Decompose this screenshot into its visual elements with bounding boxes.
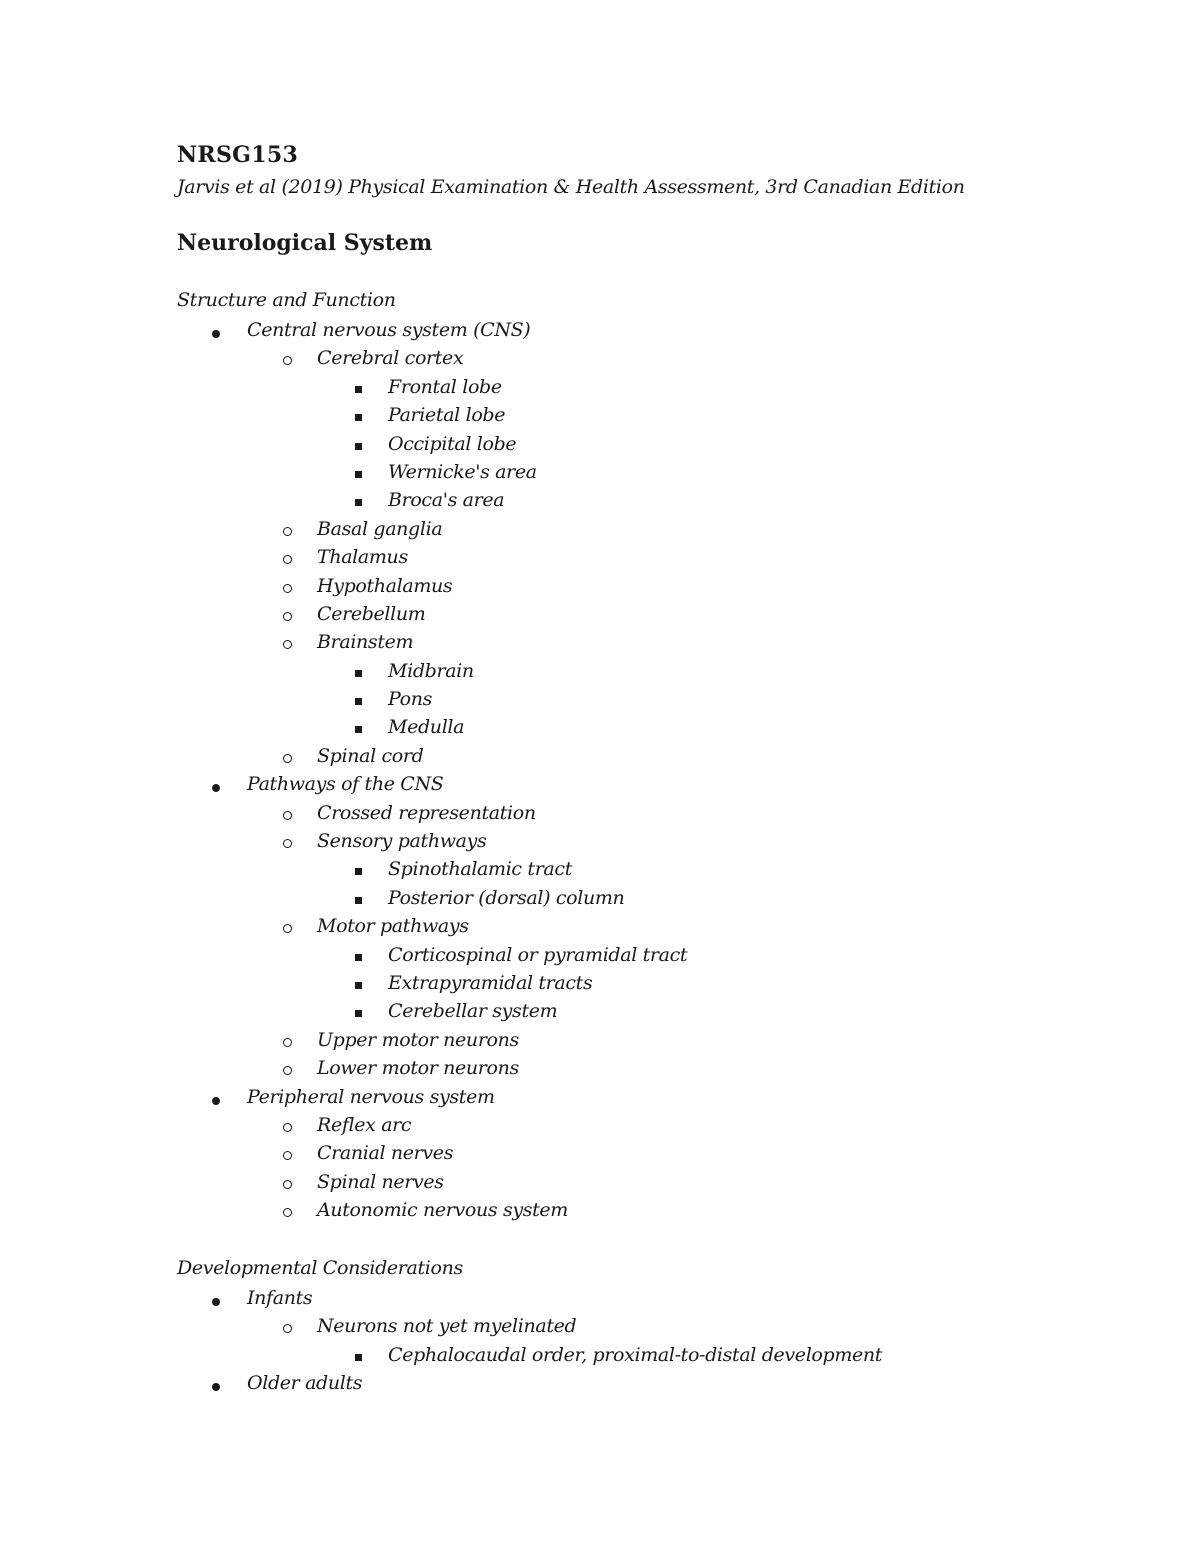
list-item-text: Autonomic nervous system bbox=[317, 1199, 568, 1222]
list-item-text: Posterior (dorsal) column bbox=[388, 886, 625, 909]
bullet-square-icon bbox=[355, 1010, 362, 1017]
list-item-text: Lower motor neurons bbox=[317, 1057, 519, 1080]
bullet-disc-icon bbox=[212, 330, 220, 338]
list-item-text: Spinothalamic tract bbox=[388, 858, 572, 881]
list-item bbox=[0, 658, 1200, 686]
bullet-square-icon bbox=[355, 982, 362, 989]
list-item-text: Thalamus bbox=[317, 546, 408, 569]
bullet-circle-icon bbox=[283, 584, 292, 593]
list-item-text: Spinal nerves bbox=[317, 1170, 444, 1193]
list-item-text: Midbrain bbox=[388, 659, 474, 682]
list-item-text: Basal ganglia bbox=[317, 517, 443, 540]
bullet-disc-icon bbox=[212, 1383, 220, 1391]
bullet-disc-icon bbox=[212, 1097, 220, 1105]
list-item bbox=[0, 1140, 1200, 1168]
list-item bbox=[0, 686, 1200, 714]
list-item bbox=[0, 573, 1200, 601]
list-item-text: Wernicke's area bbox=[388, 460, 537, 483]
bullet-square-icon bbox=[355, 414, 362, 421]
list-item bbox=[0, 856, 1200, 884]
list-item-text: Pons bbox=[388, 688, 433, 711]
list-item bbox=[0, 1112, 1200, 1140]
bullet-square-icon bbox=[355, 386, 362, 393]
bullet-square-icon bbox=[355, 499, 362, 506]
list-item bbox=[0, 1313, 1200, 1341]
list-item bbox=[0, 800, 1200, 828]
list-item bbox=[0, 1342, 1200, 1370]
list-item-text: Older adults bbox=[247, 1372, 363, 1395]
list-item bbox=[0, 1084, 1200, 1112]
list-item-text: Cerebellar system bbox=[388, 1000, 558, 1023]
bullet-disc-icon bbox=[212, 784, 220, 792]
bullet-circle-icon bbox=[283, 1324, 292, 1333]
bullet-circle-icon bbox=[283, 555, 292, 564]
list-item bbox=[0, 771, 1200, 799]
list-item bbox=[0, 601, 1200, 629]
list-item bbox=[0, 1055, 1200, 1083]
list-item bbox=[0, 885, 1200, 913]
bullet-square-icon bbox=[355, 897, 362, 904]
list-item-text: Frontal lobe bbox=[388, 375, 502, 398]
list-item-text: Extrapyramidal tracts bbox=[388, 971, 593, 994]
list-item-text: Motor pathways bbox=[317, 915, 469, 938]
bullet-circle-icon bbox=[283, 527, 292, 536]
list-item bbox=[0, 714, 1200, 742]
bullet-square-icon bbox=[355, 868, 362, 875]
list-item bbox=[0, 743, 1200, 771]
bullet-circle-icon bbox=[283, 1151, 292, 1160]
list-item bbox=[0, 629, 1200, 657]
bullet-square-icon bbox=[355, 670, 362, 677]
bullet-circle-icon bbox=[283, 1038, 292, 1047]
list-item-text: Medulla bbox=[388, 716, 465, 739]
list-item bbox=[0, 374, 1200, 402]
list-item-text: Central nervous system (CNS) bbox=[247, 319, 531, 341]
bullet-circle-icon bbox=[283, 1066, 292, 1075]
bullet-square-icon bbox=[355, 443, 362, 450]
list-item bbox=[0, 345, 1200, 373]
list-item-text: Cerebral cortex bbox=[317, 347, 464, 370]
list-item bbox=[0, 1370, 1200, 1398]
list-item bbox=[0, 1197, 1200, 1225]
bullet-square-icon bbox=[355, 471, 362, 478]
list-item bbox=[0, 1027, 1200, 1055]
bullet-circle-icon bbox=[283, 1123, 292, 1132]
bullet-circle-icon bbox=[283, 811, 292, 820]
bullet-circle-icon bbox=[283, 754, 292, 763]
list-item-text: Cranial nerves bbox=[317, 1142, 454, 1165]
bullet-circle-icon bbox=[283, 640, 292, 649]
bullet-circle-icon bbox=[283, 839, 292, 848]
list-item-text: Pathways of the CNS bbox=[247, 773, 444, 796]
bullet-circle-icon bbox=[283, 1208, 292, 1217]
bullet-circle-icon bbox=[283, 924, 292, 933]
list-item bbox=[0, 487, 1200, 515]
bullet-circle-icon bbox=[283, 1180, 292, 1189]
page-title: Neurological System bbox=[177, 230, 433, 256]
list-item-text: Cephalocaudal order, proximal-to-distal development bbox=[388, 1343, 883, 1366]
list-item-text: Sensory pathways bbox=[317, 830, 487, 853]
list-item bbox=[0, 1169, 1200, 1197]
list-item-text: Corticospinal or pyramidal tract bbox=[388, 943, 688, 966]
list-item-text: Broca's area bbox=[388, 489, 505, 512]
list-item bbox=[0, 828, 1200, 856]
list-item bbox=[0, 998, 1200, 1026]
list-item-text: Upper motor neurons bbox=[317, 1028, 519, 1051]
list-item-text: Infants bbox=[247, 1287, 313, 1309]
list-item bbox=[0, 970, 1200, 998]
section-title: Developmental Considerations bbox=[177, 1257, 463, 1279]
list-item-text: Brainstem bbox=[317, 631, 414, 654]
bullet-square-icon bbox=[355, 954, 362, 961]
list-item bbox=[0, 516, 1200, 544]
bullet-square-icon bbox=[355, 698, 362, 705]
list-item bbox=[0, 459, 1200, 487]
bullet-circle-icon bbox=[283, 356, 292, 365]
section-title: Structure and Function bbox=[177, 289, 396, 311]
list-item bbox=[0, 402, 1200, 430]
list-item-text: Cerebellum bbox=[317, 602, 426, 625]
list-item-text: Occipital lobe bbox=[388, 432, 517, 455]
list-item bbox=[0, 942, 1200, 970]
list-item-text: Neurons not yet myelinated bbox=[317, 1315, 577, 1338]
list-item-text: Peripheral nervous system bbox=[247, 1085, 495, 1108]
list-item-text: Crossed representation bbox=[317, 801, 536, 824]
textbook-reference: Jarvis et al (2019) Physical Examination & Health Assessment, 3rd Canadian Edition bbox=[177, 176, 965, 198]
bullet-square-icon bbox=[355, 726, 362, 733]
list-item bbox=[0, 317, 1200, 345]
list-item bbox=[0, 1285, 1200, 1313]
list-item bbox=[0, 544, 1200, 572]
list-item-text: Hypothalamus bbox=[317, 574, 453, 597]
list-item-text: Reflex arc bbox=[317, 1113, 412, 1136]
course-code: NRSG153 bbox=[177, 142, 299, 168]
outline-list bbox=[0, 317, 1200, 1226]
outline-list bbox=[0, 1285, 1200, 1399]
bullet-disc-icon bbox=[212, 1298, 220, 1306]
list-item-text: Parietal lobe bbox=[388, 404, 506, 427]
list-item bbox=[0, 913, 1200, 941]
bullet-square-icon bbox=[355, 1354, 362, 1361]
list-item-text: Spinal cord bbox=[317, 744, 424, 767]
list-item bbox=[0, 431, 1200, 459]
bullet-circle-icon bbox=[283, 612, 292, 621]
